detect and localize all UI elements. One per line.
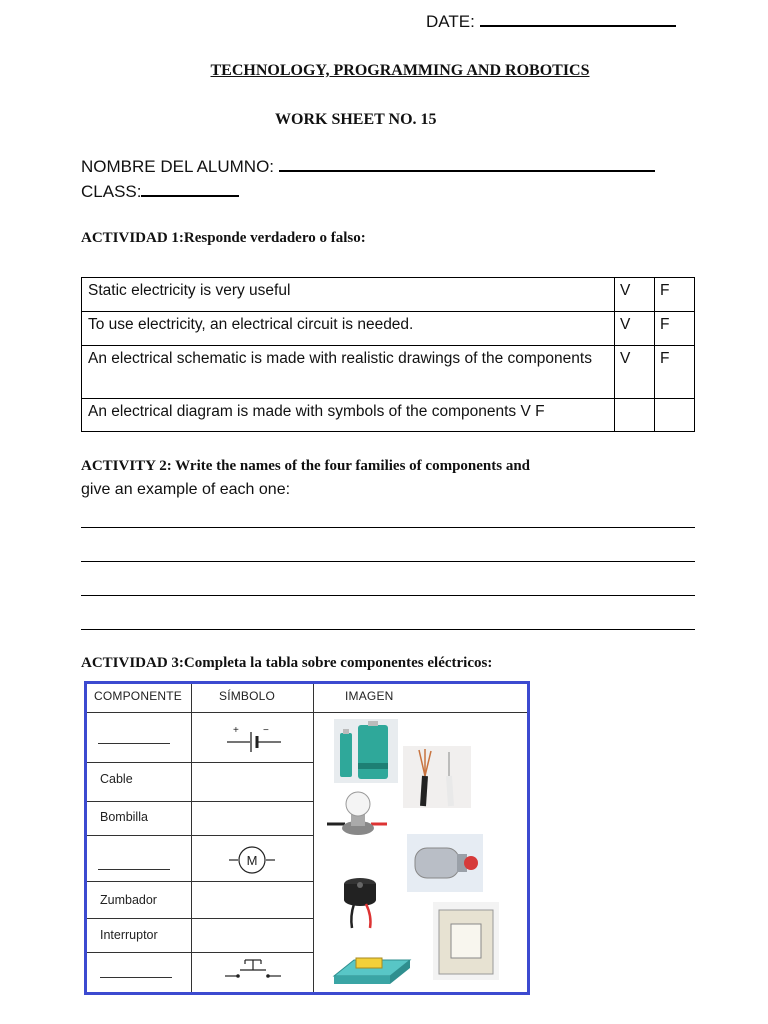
class-label: CLASS:	[81, 182, 142, 201]
column-header-symbol: SÍMBOLO	[219, 689, 276, 703]
column-divider	[313, 684, 314, 992]
component-blank[interactable]	[100, 977, 172, 978]
row-divider	[87, 952, 313, 953]
table-row	[82, 346, 695, 399]
true-option[interactable]	[615, 399, 655, 432]
statement-cell: To use electricity, an electrical circuit is needed.	[82, 312, 615, 346]
student-name-label: NOMBRE DEL ALUMNO:	[81, 157, 275, 176]
student-name-field	[81, 157, 655, 177]
table-row	[82, 312, 695, 346]
component-label-cable: Cable	[100, 772, 133, 786]
class-field	[81, 182, 239, 202]
true-option[interactable]: V	[615, 346, 655, 399]
row-divider	[87, 762, 313, 763]
activity1-heading: ACTIVIDAD 1:Responde verdadero o falso:	[81, 230, 366, 246]
motor-image	[407, 834, 483, 892]
false-option[interactable]: F	[655, 278, 695, 312]
answer-line[interactable]	[81, 629, 695, 630]
battery-symbol-icon	[223, 724, 287, 756]
date-label: DATE:	[426, 12, 475, 31]
class-blank[interactable]	[141, 195, 239, 197]
row-divider	[87, 881, 313, 882]
false-option[interactable]: F	[655, 346, 695, 399]
worksheet-number: WORK SHEET NO. 15	[275, 111, 437, 128]
battery-minus-sign: −	[263, 725, 269, 736]
page-title: TECHNOLOGY, PROGRAMMING AND ROBOTICS	[210, 62, 590, 79]
date-field	[426, 12, 676, 32]
statement-cell: An electrical diagram is made with symbols of the components V F	[82, 399, 615, 432]
answer-line[interactable]	[81, 595, 695, 596]
component-blank[interactable]	[98, 869, 170, 870]
component-label-bombilla: Bombilla	[100, 810, 148, 824]
false-option[interactable]	[655, 399, 695, 432]
component-label-zumbador: Zumbador	[100, 893, 157, 907]
row-divider	[87, 835, 313, 836]
buzzer-image	[340, 876, 386, 930]
true-false-table	[81, 277, 695, 432]
motor-symbol-icon	[227, 844, 277, 876]
activity2-heading: ACTIVITY 2: Write the names of the four families of components and	[81, 458, 531, 474]
activity3-heading: ACTIVIDAD 3:Completa la tabla sobre componentes eléctricos:	[81, 655, 493, 671]
statement-cell: An electrical schematic is made with realistic drawings of the components	[82, 346, 615, 399]
row-divider	[87, 712, 527, 713]
true-option[interactable]: V	[615, 312, 655, 346]
activity2-heading-continued: give an example of each one:	[81, 481, 291, 498]
table-row	[82, 399, 695, 432]
row-divider	[87, 801, 313, 802]
true-option[interactable]: V	[615, 278, 655, 312]
statement-cell: Static electricity is very useful	[82, 278, 615, 312]
push-button-image	[330, 950, 414, 992]
battery-plus-sign: +	[233, 725, 239, 736]
answer-line[interactable]	[81, 527, 695, 528]
batteries-image	[334, 719, 398, 783]
table-row	[82, 278, 695, 312]
false-option[interactable]: F	[655, 312, 695, 346]
student-name-blank[interactable]	[279, 170, 655, 172]
column-header-component: COMPONENTE	[94, 689, 183, 703]
cable-image	[403, 746, 471, 808]
component-blank[interactable]	[98, 743, 170, 744]
answer-line[interactable]	[81, 561, 695, 562]
motor-letter: M	[246, 853, 258, 868]
components-table	[84, 681, 530, 995]
bulb-image	[327, 788, 389, 840]
component-label-interruptor: Interruptor	[100, 928, 158, 942]
column-divider	[191, 684, 192, 992]
date-blank[interactable]	[480, 25, 676, 27]
column-header-image: IMAGEN	[345, 689, 394, 703]
row-divider	[87, 918, 313, 919]
switch-image	[433, 902, 499, 980]
push-button-symbol-icon	[223, 956, 285, 984]
